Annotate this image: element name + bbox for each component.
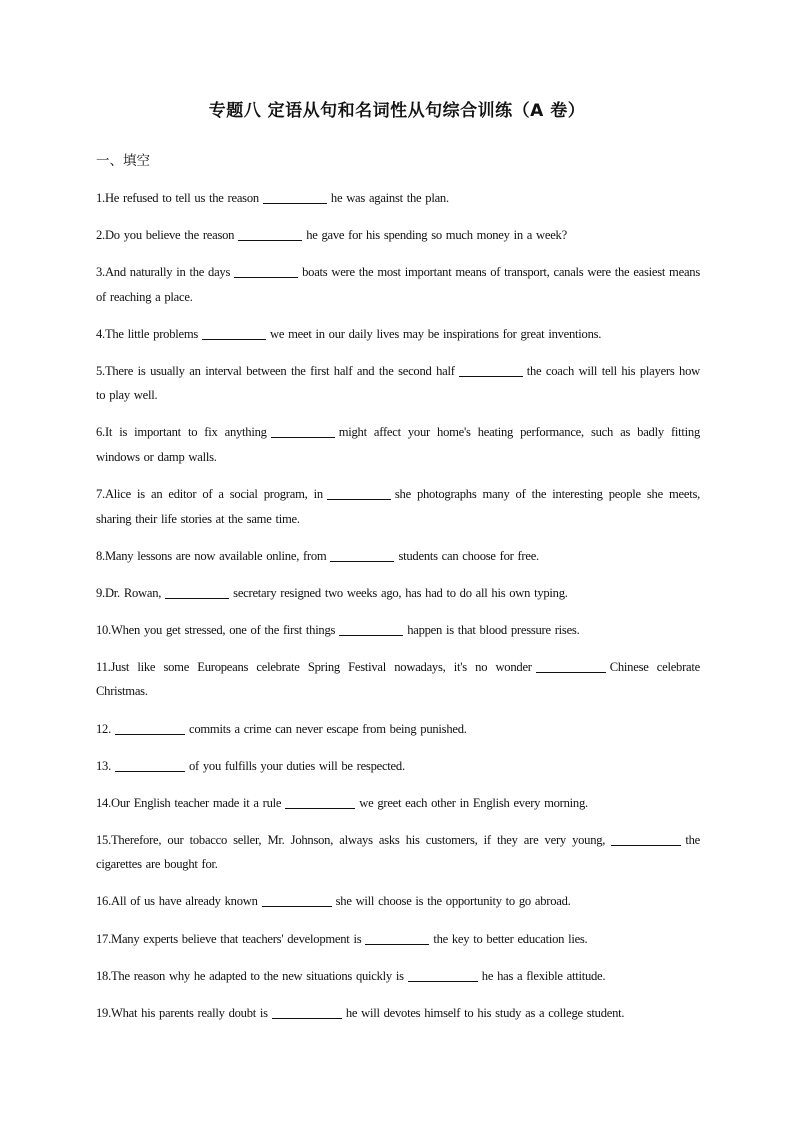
question-12 xyxy=(96,717,700,742)
page-title: 专题八 定语从句和名词性从句综合训练（A 卷） xyxy=(208,101,586,121)
question-text: happen is that blood pressure rises. xyxy=(407,622,580,637)
question-18 xyxy=(96,964,700,989)
question-10 xyxy=(96,618,700,643)
question-19 xyxy=(96,1001,700,1026)
answer-blank[interactable] xyxy=(262,892,332,907)
answer-blank[interactable] xyxy=(238,226,302,241)
question-text: she photographs many of the interesting people she meets, sharing their life stories at the same time. xyxy=(96,487,700,526)
question-1 xyxy=(96,186,700,211)
question-4 xyxy=(96,322,700,347)
question-text: might affect your home's heating performance, such as badly fitting windows or damp walls. xyxy=(96,425,700,464)
answer-blank[interactable] xyxy=(115,757,185,772)
answer-blank[interactable] xyxy=(365,930,429,945)
answer-blank[interactable] xyxy=(115,720,185,735)
question-text: 19.What his parents really doubt is xyxy=(96,1005,268,1020)
question-14 xyxy=(96,791,700,816)
question-text: 17.Many experts believe that teachers' development is xyxy=(96,931,362,946)
question-text: 2.Do you believe the reason xyxy=(96,228,235,243)
answer-blank[interactable] xyxy=(339,621,403,636)
question-text: he gave for his spending so much money in a week? xyxy=(306,228,567,243)
answer-blank[interactable] xyxy=(330,547,394,562)
question-text: 13. xyxy=(96,758,111,773)
question-17 xyxy=(96,927,700,952)
answer-blank[interactable] xyxy=(165,584,229,599)
question-list xyxy=(96,186,700,1038)
question-text: he was against the plan. xyxy=(330,191,449,205)
question-text: 3.And naturally in the days xyxy=(96,265,231,280)
question-11 xyxy=(96,655,700,704)
answer-blank[interactable] xyxy=(202,325,266,340)
question-text: 7.Alice is an editor of a social program, in xyxy=(96,487,323,502)
question-text: he will devotes himself to his study as a college student. xyxy=(345,1005,625,1020)
question-text: he has a flexible attitude. xyxy=(481,968,606,983)
question-text: 1.He refused to tell us the reason xyxy=(96,191,259,205)
answer-blank[interactable] xyxy=(408,967,478,982)
question-text: secretary resigned two weeks ago, has had to do all his own typing. xyxy=(233,585,568,600)
question-text: boats were the most important means of transport, canals were the easiest means of reaching a place. xyxy=(96,265,700,304)
question-text: 5.There is usually an interval between the first half and the second half xyxy=(96,363,455,378)
question-text: 18.The reason why he adapted to the new situations quickly is xyxy=(96,968,404,983)
question-2 xyxy=(96,223,700,248)
question-text: 10.When you get stressed, one of the first things xyxy=(96,622,336,637)
question-text: commits a crime can never escape from being punished. xyxy=(189,721,467,736)
question-text: we greet each other in English every morning. xyxy=(359,795,588,810)
question-13 xyxy=(96,754,700,779)
question-text: 14.Our English teacher made it a rule xyxy=(96,795,282,810)
question-text: she will choose is the opportunity to go abroad. xyxy=(335,894,571,909)
question-text: 4.The little problems xyxy=(96,326,199,341)
question-text: 11.Just like some Europeans celebrate Spring Festival nowadays, it's no wonder xyxy=(96,659,532,674)
question-text: students can choose for free. xyxy=(398,548,539,563)
answer-blank[interactable] xyxy=(271,423,335,438)
question-text: 8.Many lessons are now available online, from xyxy=(96,548,327,563)
answer-blank[interactable] xyxy=(234,263,298,278)
question-text: 12. xyxy=(96,721,111,736)
question-6 xyxy=(96,420,700,469)
question-text: 9.Dr. Rowan, xyxy=(96,585,162,600)
question-16 xyxy=(96,889,700,914)
answer-blank[interactable] xyxy=(611,831,681,846)
question-text: we meet in our daily lives may be inspirations for great inventions. xyxy=(270,326,602,341)
question-text: the cigarettes are bought for. xyxy=(96,832,700,872)
question-8 xyxy=(96,544,700,569)
answer-blank[interactable] xyxy=(263,189,327,204)
answer-blank[interactable] xyxy=(459,362,523,377)
answer-blank[interactable] xyxy=(327,485,391,500)
section-heading: 一、填空 xyxy=(96,153,150,169)
question-text: 16.All of us have already known xyxy=(96,894,258,909)
question-text: the coach will tell his players how to play well. xyxy=(96,363,700,403)
question-text: 15.Therefore, our tobacco seller, Mr. Johnson, always asks his customers, if they are very young, xyxy=(96,832,606,847)
question-15 xyxy=(96,828,700,877)
question-9 xyxy=(96,581,700,606)
question-text: of you fulfills your duties will be respected. xyxy=(189,758,405,773)
question-7 xyxy=(96,482,700,531)
answer-blank[interactable] xyxy=(536,658,606,673)
question-text: the key to better education lies. xyxy=(433,931,588,946)
question-5 xyxy=(96,359,700,408)
answer-blank[interactable] xyxy=(272,1004,342,1019)
question-3 xyxy=(96,260,700,309)
question-text: Chinese celebrate Christmas. xyxy=(96,659,700,699)
question-text: 6.It is important to fix anything xyxy=(96,425,267,440)
answer-blank[interactable] xyxy=(285,794,355,809)
